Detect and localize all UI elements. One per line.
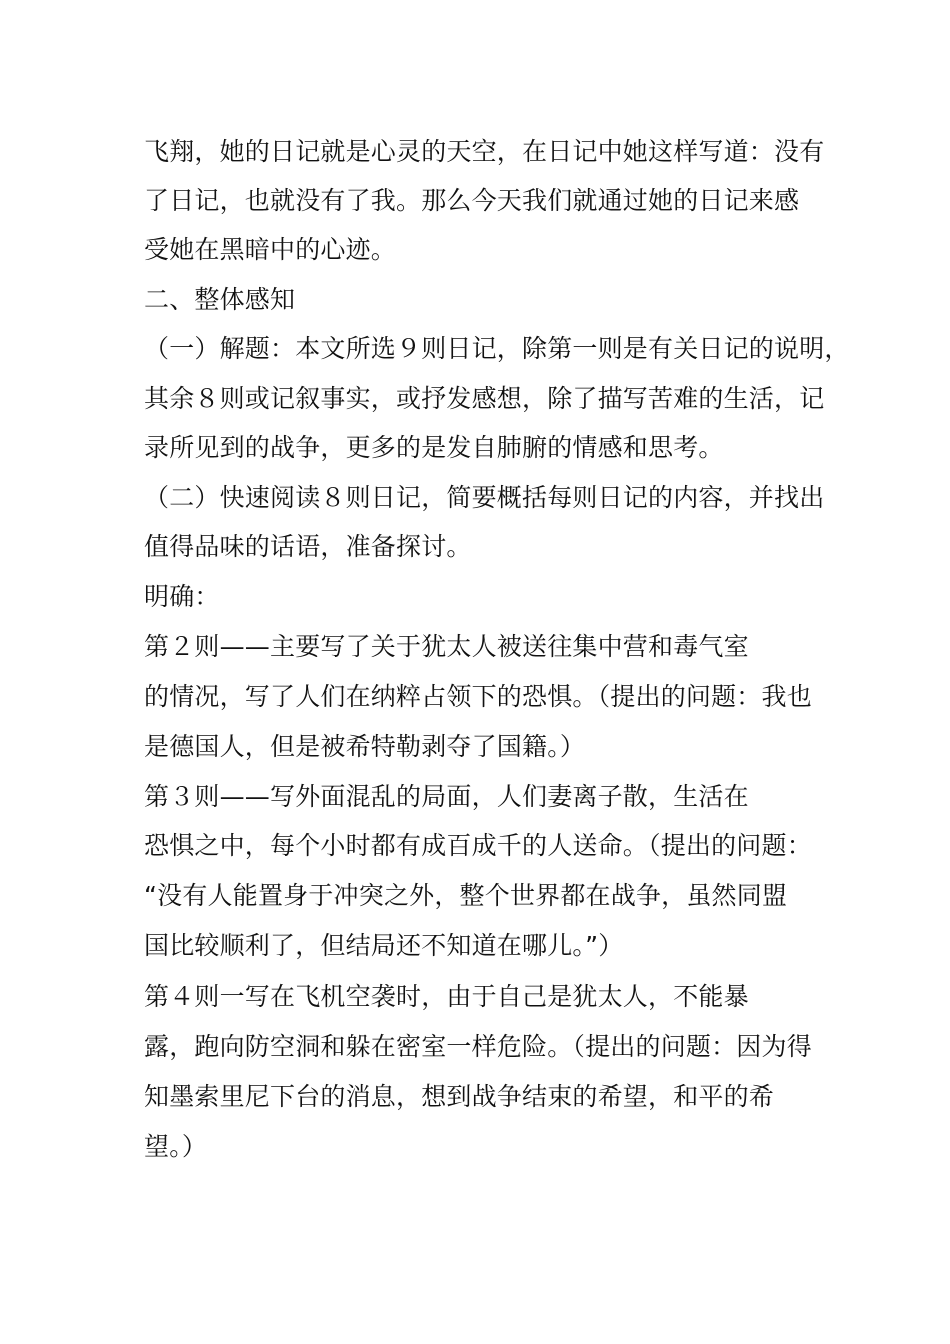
text-line: 的情况，写了人们在纳粹占领下的恐惧。（提出的问题：我也 [144,682,812,711]
text-line: 知墨索里尼下台的消息，想到战争结束的希望，和平的希 [144,1082,775,1111]
text-line: 明确： [144,582,220,611]
text-line: 第３则——写外面混乱的局面，人们妻离子散，生活在 [144,782,749,811]
text-line: （一）解题：本文所选９则日记，除第一则是有关日记的说明， [144,334,850,363]
text-line: 值得品味的话语，准备探讨。 [144,532,472,561]
text-line: 受她在黑暗中的心迹。 [144,235,397,264]
text-line: 第２则——主要写了关于犹太人被送往集中营和毒气室 [144,632,749,661]
text-line: 国比较顺利了，但结局还不知道在哪儿。”） [144,931,624,960]
text-line: 录所见到的战争，更多的是发自肺腑的情感和思考。 [144,433,724,462]
text-line: 望。） [144,1132,208,1161]
text-line: 露，跑向防空洞和躲在密室一样危险。（提出的问题：因为得 [144,1032,812,1061]
text-line: 第４则一写在飞机空袭时，由于自己是犹太人，不能暴 [144,982,749,1011]
text-line: 其余８则或记叙事实，或抒发感想，除了描写苦难的生活，记 [144,384,825,413]
text-line: 是德国人，但是被希特勒剥夺了国籍。） [144,732,586,761]
text-line: “没有人能置身于冲突之外，整个世界都在战争，虽然同盟 [144,881,788,910]
text-line: 了日记，也就没有了我。那么今天我们就通过她的日记来感 [144,186,800,215]
text-line: 飞翔，她的日记就是心灵的天空，在日记中她这样写道：没有 [144,137,825,166]
text-line: （二）快速阅读８则日记，简要概括每则日记的内容，并找出 [144,483,825,512]
section-heading: 二、整体感知 [144,285,296,314]
text-line: 恐惧之中，每个小时都有成百成千的人送命。（提出的问题： [144,831,812,860]
